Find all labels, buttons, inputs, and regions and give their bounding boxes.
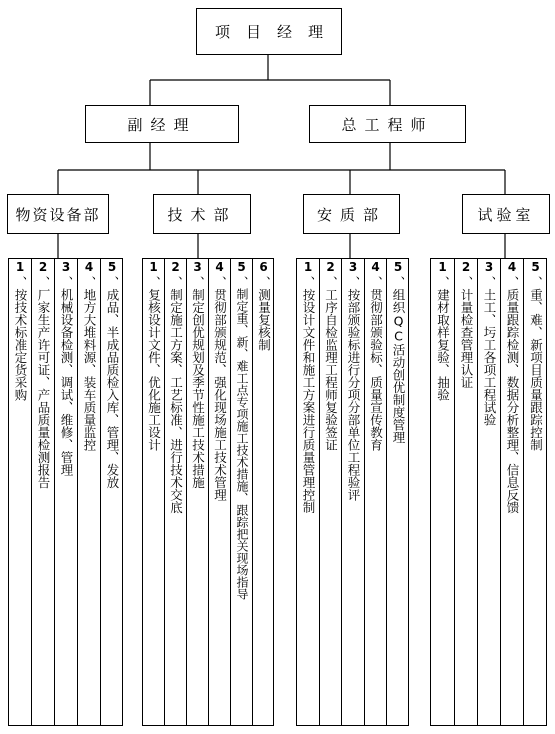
task-number: 5 [237, 260, 246, 274]
task-text: 、按技术标准定货采购 [13, 276, 28, 401]
task-text: 、制定创优规划及季节性施工技术措施 [190, 276, 206, 489]
task-text: 、建材取样复验、抽验 [435, 276, 451, 401]
task-cell [78, 259, 101, 725]
task-text: 、质量跟踪检测、数据分析整理、信息反馈 [505, 276, 520, 514]
task-number: 1 [438, 260, 447, 274]
task-cell [165, 259, 187, 725]
task-text: 、机械设备检测、调试、维修、管理 [59, 276, 74, 476]
task-number: 1 [303, 260, 313, 274]
task-number: 2 [171, 260, 180, 274]
dept-box-safety-quality: 安质部 [303, 194, 400, 234]
task-cell [342, 259, 365, 725]
task-cell [9, 259, 32, 725]
task-number: 2 [326, 260, 335, 274]
task-text: 、成品、半成品质检入库、管理、发放 [105, 276, 120, 489]
task-number: 2 [461, 260, 471, 274]
task-number: 4 [215, 260, 224, 274]
project-manager-box: 项目经理 [196, 8, 342, 55]
task-text: 、贯彻部颁验标、质量宣传教育 [368, 276, 384, 451]
task-text: 、土工、圬工各项工程试验 [482, 276, 497, 426]
task-cell [231, 259, 253, 725]
task-cell [524, 259, 547, 725]
task-number: 2 [38, 260, 48, 274]
task-number: 3 [484, 260, 494, 274]
task-text: 、工序自检监理工程师复验签证 [323, 276, 339, 451]
task-text: 、测量复核制 [256, 276, 272, 351]
task-text: 、地方大堆料源、装车质量监控 [82, 276, 97, 451]
task-group-safety-quality [296, 258, 409, 726]
task-text: 、组织QC活动创优制度管理 [391, 276, 406, 444]
task-cell [455, 259, 478, 725]
task-text: 、制定施工方案、工艺标准、进行技术交底 [168, 276, 184, 514]
task-number: 5 [107, 260, 117, 274]
dept-box-laboratory: 试验室 [462, 194, 550, 234]
task-cell [478, 259, 501, 725]
task-group-technical [142, 258, 274, 726]
task-number: 4 [84, 260, 94, 274]
deputy-manager-box: 副经理 [85, 105, 239, 143]
task-number: 1 [15, 260, 25, 274]
task-text: 、制定重、新、难工点专项施工技术措施、跟踪把关现场指导 [235, 276, 249, 600]
task-cell [55, 259, 78, 725]
task-text: 、计量检查管理认证 [459, 276, 474, 389]
task-cell [253, 259, 274, 725]
task-cell [431, 259, 455, 725]
task-cell [297, 259, 320, 725]
task-number: 3 [61, 260, 71, 274]
chief-engineer-box: 总工程师 [309, 105, 466, 143]
dept-box-technical: 技术部 [153, 194, 251, 234]
task-cell [365, 259, 387, 725]
task-number: 6 [259, 260, 268, 274]
task-text: 、复核设计文件、优化施工设计 [146, 276, 162, 451]
task-group-materials [8, 258, 123, 726]
task-text: 、重、难、新项目质量跟踪控制 [528, 276, 544, 451]
task-number: 4 [371, 260, 380, 274]
task-group-laboratory [430, 258, 547, 726]
task-cell [32, 259, 55, 725]
task-number: 5 [531, 260, 540, 274]
task-number: 4 [507, 260, 517, 274]
task-text: 、按设计文件和施工方案进行质量管理控制 [301, 276, 316, 514]
task-number: 1 [149, 260, 158, 274]
dept-box-materials: 物资设备部 [7, 194, 109, 234]
task-cell [387, 259, 409, 725]
task-text: 、贯彻部颁规范、强化现场施工技术管理 [212, 276, 228, 501]
task-text: 、厂家生产许可证、产品质量检测报告 [36, 276, 51, 489]
task-cell [143, 259, 165, 725]
task-number: 3 [348, 260, 358, 274]
task-text: 、按部颁验标进行分项分部单位工程验评 [346, 276, 361, 501]
task-cell [187, 259, 209, 725]
task-cell [209, 259, 231, 725]
task-number: 5 [393, 260, 403, 274]
task-number: 3 [193, 260, 202, 274]
task-cell [101, 259, 123, 725]
task-cell [501, 259, 524, 725]
task-cell [320, 259, 342, 725]
